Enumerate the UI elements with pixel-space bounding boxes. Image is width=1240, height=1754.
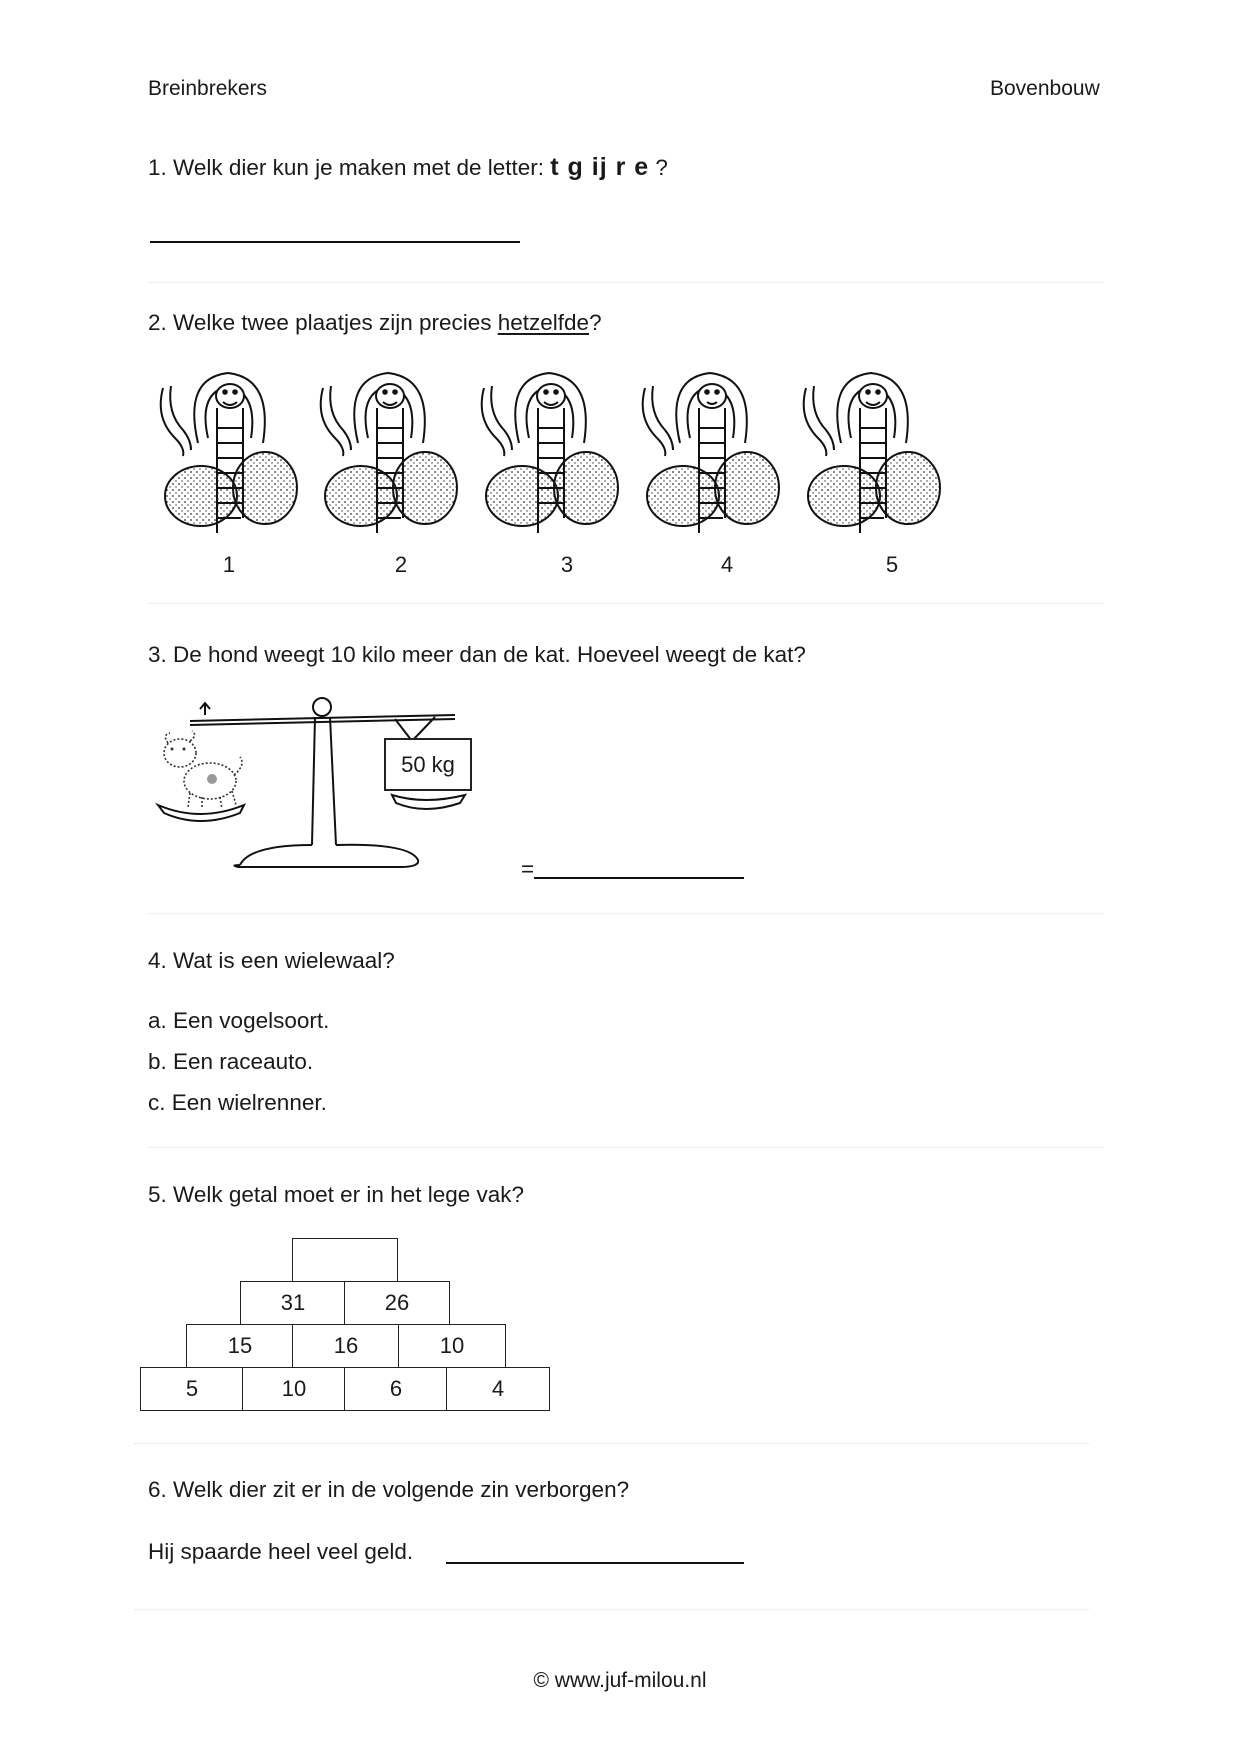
snake-label-4: 4 [720,552,734,577]
question-1 [148,153,668,182]
snake-label-5: 5 [885,552,899,577]
pyramid-cell: 6 [344,1367,448,1411]
separator [148,1147,1104,1148]
answer-line-6[interactable] [446,1562,744,1564]
pyramid-cell: 4 [446,1367,550,1411]
question-6-text: 6. Welk dier zit er in de volgende zin verborgen? [148,1477,630,1502]
question-1-letters: t g ij r e [550,153,650,181]
pyramid-cell: 5 [140,1367,244,1411]
cobra-snake-icon-1[interactable] [153,368,303,538]
option-c[interactable]: c. Een wielrenner. [148,1090,327,1115]
question-4-text: 4. Wat is een wielewaal? [148,948,395,973]
answer-line-3[interactable] [534,877,744,879]
weight-box: 50 kg [384,738,472,791]
equals-sign: = [521,856,535,881]
question-6-sentence: Hij spaarde heel veel geld. [148,1539,414,1564]
question-2-underlined: hetzelfde [497,310,590,335]
footer-copyright: © www.juf-milou.nl [533,1669,707,1692]
option-b[interactable]: b. Een raceauto. [148,1049,314,1074]
separator [134,1609,1090,1610]
separator [148,913,1104,914]
snake-label-1: 1 [222,552,236,577]
cobra-snake-icon-4[interactable] [635,368,785,538]
question-1-end: ? [649,155,668,180]
pyramid-cell: 31 [240,1281,346,1325]
pyramid-cell: 10 [242,1367,346,1411]
question-2-end: ? [589,310,602,335]
pyramid-cell: 16 [292,1324,400,1368]
question-1-text: 1. Welk dier kun je maken met de letter: [148,155,551,180]
pyramid-cell: 15 [186,1324,294,1368]
question-3-text: 3. De hond weegt 10 kilo meer dan de kat. Hoeveel weegt de kat? [148,642,806,667]
question-2 [148,310,602,336]
pyramid-cell: 26 [344,1281,450,1325]
separator [148,603,1104,604]
separator [148,282,1104,283]
header-left: Breinbrekers [148,77,268,100]
answer-line-1[interactable] [150,241,520,243]
dog-icon [164,731,242,809]
snake-label-3: 3 [560,552,574,577]
cobra-snake-icon-3[interactable] [474,368,624,538]
pyramid-cell: 10 [398,1324,506,1368]
header-right: Bovenbouw [990,77,1100,100]
question-2-text: 2. Welke twee plaatjes zijn precies [148,310,498,335]
cobra-snake-icon-5[interactable] [796,368,946,538]
pyramid-empty-cell[interactable] [292,1238,398,1282]
cobra-snake-icon-2[interactable] [313,368,463,538]
option-a[interactable]: a. Een vogelsoort. [148,1008,330,1033]
question-5-text: 5. Welk getal moet er in het lege vak? [148,1182,525,1207]
separator [134,1443,1090,1444]
snake-label-2: 2 [394,552,408,577]
